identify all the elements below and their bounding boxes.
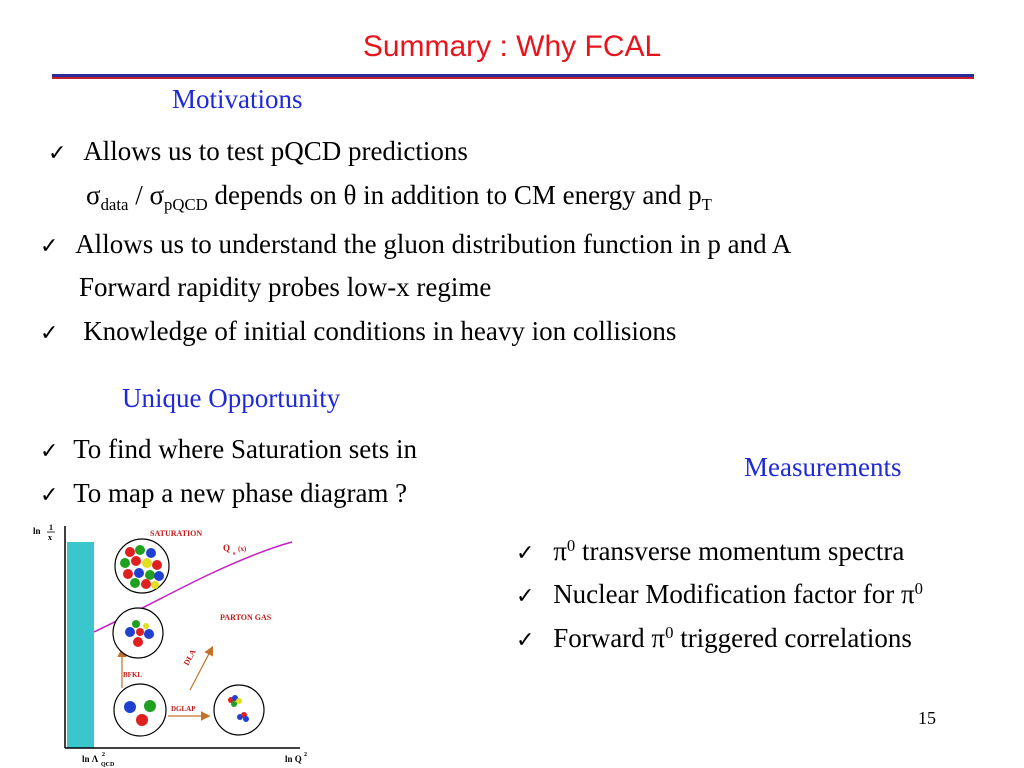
measurement-item-2-text: [553, 579, 923, 609]
opportunity-item-1-text: To find where Saturation sets in: [73, 434, 417, 464]
pt-sub: T: [701, 194, 712, 214]
qs-label: Q: [223, 543, 231, 553]
dglap-label: DGLAP: [171, 705, 196, 713]
motivation-item-3: [40, 316, 676, 347]
dla-label: DLA: [181, 647, 198, 667]
motivation-item-1: [48, 136, 468, 167]
check-icon: ✓: [40, 234, 59, 259]
x-axis-label-left-sub: QCD: [101, 762, 115, 768]
parton-gas-label: PARTON GAS: [220, 613, 272, 622]
low-q-band: [67, 542, 94, 748]
pi-superscript: 0: [914, 579, 924, 598]
measurement-item-1-text: [553, 536, 904, 566]
nucleus-dglap-right: [214, 685, 264, 735]
measurement-item-3-text: [553, 623, 912, 653]
measurement-item-1-rest: transverse momentum spectra: [575, 536, 905, 567]
pi-symbol: π: [553, 536, 567, 567]
x-axis-label-right: ln Q: [285, 754, 302, 764]
ratio-slash: /: [128, 180, 150, 210]
slide-title: Summary : Why FCAL: [362, 30, 662, 63]
motivation-item-3-text: Knowledge of initial conditions in heavy ion collisions: [83, 316, 677, 346]
phase-diagram: [30, 520, 320, 768]
motivation-item-1-text: Allows us to test pQCD predictions: [83, 136, 468, 166]
opportunity-item-2: [40, 478, 407, 509]
check-icon: ✓: [48, 141, 67, 166]
measurement-item-3: [516, 623, 912, 654]
check-icon: ✓: [516, 541, 535, 567]
pi-superscript: 0: [665, 623, 674, 642]
sigma-sub-pqcd: pQCD: [164, 194, 208, 214]
sigma-symbol: σ: [86, 180, 101, 210]
bfkl-label: BFKL: [123, 671, 143, 679]
check-icon: ✓: [40, 439, 59, 464]
pi-superscript: 0: [566, 536, 576, 555]
measurement-item-1: [516, 536, 904, 567]
y-axis-label-num: 1: [49, 523, 53, 532]
measurement-item-3-rest: Forward π: [553, 623, 666, 654]
qs-label-arg: (x): [238, 545, 247, 553]
check-icon: ✓: [40, 483, 59, 508]
y-axis-label-den: x: [48, 533, 52, 542]
y-axis-label-ln: ln: [33, 526, 41, 536]
motivation-item-2-continuation: Forward rapidity probes low-x regime: [79, 272, 492, 302]
measurement-item-2: [516, 579, 923, 610]
sigma-sub-data: data: [100, 194, 129, 214]
motivations-heading: Motivations: [172, 84, 303, 114]
title-rule-red: [52, 77, 974, 79]
x-axis-label-left: ln Λ: [82, 754, 99, 764]
opportunity-item-1: [40, 434, 417, 465]
ratio-text: depends on θ in addition to CM energy and p: [207, 180, 702, 210]
check-icon: ✓: [40, 321, 59, 346]
opportunity-item-2-text: To map a new phase diagram ?: [73, 478, 408, 508]
x-axis-label-left-sup: 2: [102, 752, 105, 758]
cross-section-ratio-line: [86, 180, 712, 215]
saturation-label: SATURATION: [150, 529, 203, 538]
check-icon: ✓: [516, 628, 535, 654]
page-number: 15: [918, 708, 936, 728]
x-axis-label-right-sup: 2: [304, 752, 307, 758]
measurement-item-3-tail: triggered correlations: [673, 623, 912, 654]
motivation-item-2-text: Allows us to understand the gluon distribution function in p and A: [75, 229, 792, 259]
motivation-item-2: [40, 229, 791, 260]
measurements-heading: Measurements: [744, 452, 902, 482]
opportunity-heading: Unique Opportunity: [122, 383, 341, 413]
sigma-symbol: σ: [149, 180, 165, 210]
measurement-item-2-rest: Nuclear Modification factor for π: [553, 579, 915, 610]
qs-label-sub: s: [233, 551, 236, 557]
check-icon: ✓: [516, 584, 535, 610]
nucleus-dglap-left: [114, 684, 166, 736]
